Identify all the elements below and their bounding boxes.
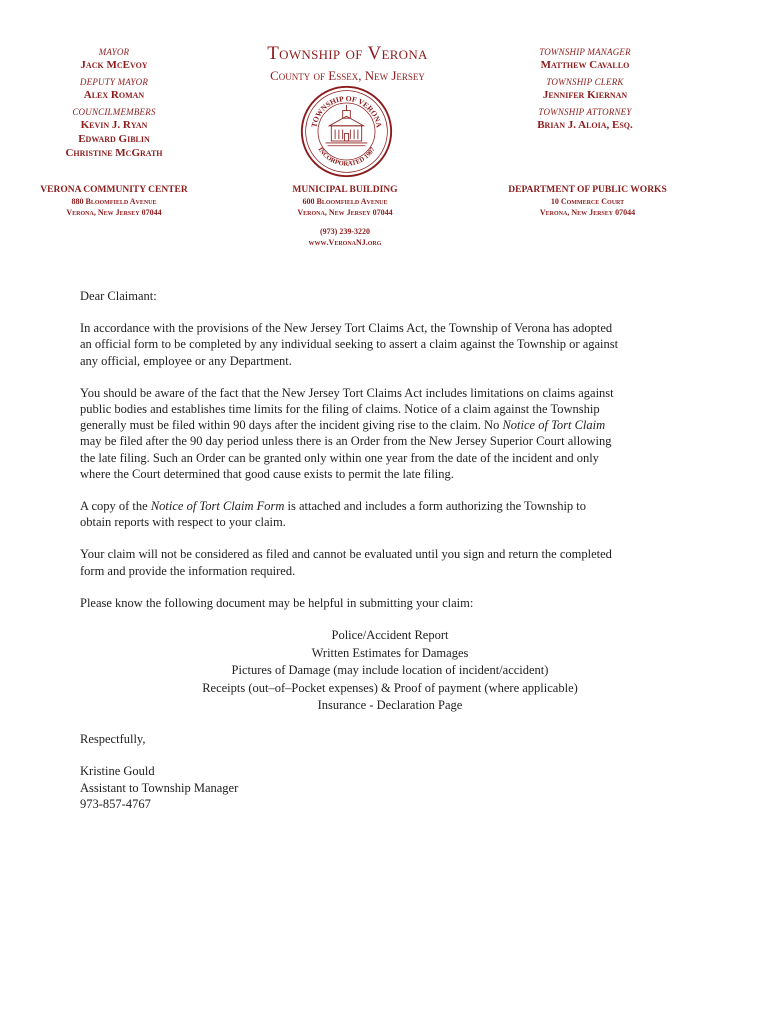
list-item: Written Estimates for Damages (311, 645, 469, 660)
address-line: Verona, New Jersey 07044 (66, 208, 162, 217)
list-item: Receipts (out–of–Pocket expenses) & Proof of payment (where applicable) (202, 680, 578, 695)
phone-number: (973) 239-3220 (320, 227, 370, 236)
svg-text:TOWNSHIP OF VERONA (309, 94, 383, 129)
name-township-clerk: Jennifer Kiernan (542, 89, 628, 101)
paragraph-5: Please know the following document may be helpful in submitting your claim: (80, 595, 474, 610)
document-list (160, 627, 620, 715)
name-township-manager: Matthew Cavallo (540, 59, 630, 71)
address-line: 880 Bloomfield Avenue (71, 197, 157, 206)
notice-of-tort-claim-emphasis: Notice of Tort Claim (502, 418, 606, 433)
address-municipal-building (254, 184, 436, 248)
name-mayor: Jack McEvoy (80, 59, 148, 71)
letter-body (80, 288, 620, 813)
signer-phone: 973-857-4767 (80, 797, 151, 812)
address-line: Verona, New Jersey 07044 (297, 208, 393, 217)
address-heading: DEPARTMENT OF PUBLIC WORKS (508, 185, 667, 195)
address-public-works (500, 184, 675, 218)
officials-left (40, 46, 188, 160)
list-item: Insurance - Declaration Page (317, 698, 463, 713)
role-mayor: MAYOR (98, 47, 130, 57)
signer-title: Assistant to Township Manager (80, 780, 239, 795)
list-item: Police/Accident Report (331, 628, 449, 643)
role-deputy-mayor: DEPUTY MAYOR (79, 77, 149, 87)
name-councilmember: Christine McGrath (65, 147, 163, 159)
township-title: Township of Verona (267, 43, 428, 64)
address-line: 10 Commerce Court (550, 197, 625, 206)
paragraph-3: A copy of the Notice of Tort Claim Form is attached and includes a form authorizing the Township to obtain reports with respect to your claim. (80, 499, 587, 530)
name-township-attorney: Brian J. Aloia, Esq. (537, 119, 633, 131)
list-item: Pictures of Damage (may include location of incident/accident) (231, 663, 549, 678)
salutation: Dear Claimant: (80, 289, 157, 303)
role-councilmembers: COUNCILMEMBERS (72, 107, 156, 117)
address-heading: MUNICIPAL BUILDING (292, 185, 398, 195)
website-link[interactable]: www.VeronaNJ.org (308, 238, 382, 247)
closing: Respectfully, (80, 732, 146, 747)
seal-top-text: TOWNSHIP OF VERONA (309, 93, 384, 129)
role-township-attorney: TOWNSHIP ATTORNEY (538, 107, 632, 117)
address-community-center (28, 184, 200, 218)
paragraph-4: Your claim will not be considered as filed and cannot be evaluated until you sign and return the completed form and provide the information required. (80, 547, 612, 578)
signer-name: Kristine Gould (80, 764, 155, 779)
county-subtitle: County of Essex, New Jersey (270, 68, 425, 83)
signature-block (80, 763, 620, 813)
address-heading: VERONA COMMUNITY CENTER (40, 185, 188, 195)
seal-bottom-text: INCORPORATED 1907 (316, 146, 377, 168)
address-line: 600 Bloomfield Avenue (302, 197, 388, 206)
notice-form-emphasis: Notice of Tort Claim Form (150, 499, 285, 514)
paragraph-1: In accordance with the provisions of the New Jersey Tort Claims Act, the Township of Verona has adopted an official form to be completed by any individual seeking to assert a claim against the Township or against any official, employee or any Department. (80, 321, 619, 368)
svg-text:INCORPORATED 1907 (316, 146, 377, 168)
letterhead-title (215, 42, 480, 86)
paragraph-2: You should be aware of the fact that the New Jersey Tort Claims Act includes limitations on claims against public bodies and establishes time limits for the filing of claims. Notice of a claim against the Township generally must be filed within 90 days after the incident giving rise to the claim. No Notice of Tort Claim may be filed after the 90 day period unless there is an Order from the New Jersey Superior Court allowing the late filing. Such an Order can be granted only within one year from the date of the incident and only where the Court determined that good cause exists to permit the late filing. (80, 385, 614, 481)
role-township-manager: TOWNSHIP MANAGER (539, 47, 631, 57)
role-township-clerk: TOWNSHIP CLERK (546, 77, 624, 87)
name-councilmember: Kevin J. Ryan (80, 119, 148, 131)
officials-right (500, 46, 670, 136)
name-deputy-mayor: Alex Roman (83, 89, 145, 101)
township-seal-icon (299, 84, 394, 179)
address-line: Verona, New Jersey 07044 (539, 208, 636, 217)
name-councilmember: Edward Giblin (78, 133, 150, 145)
